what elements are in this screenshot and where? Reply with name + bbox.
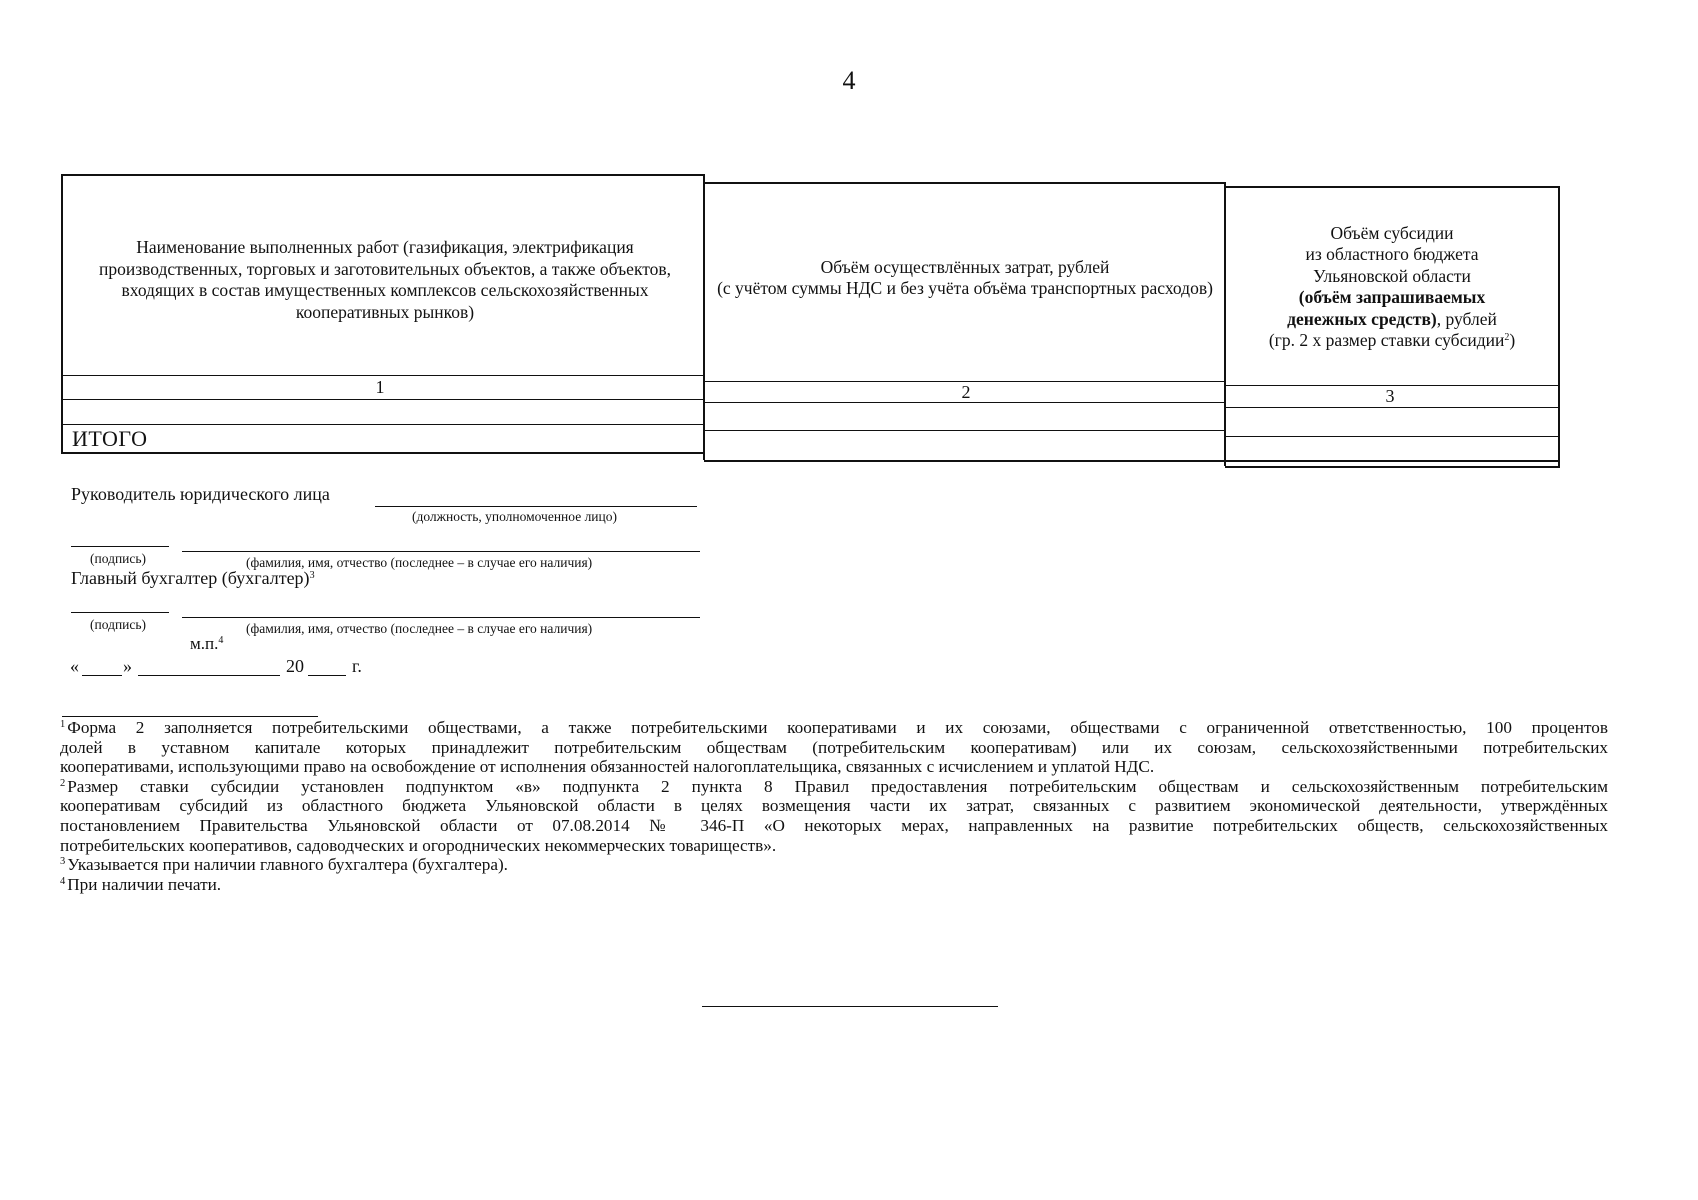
- page-number: 4: [842, 66, 856, 95]
- footnote-ref-3: 3: [309, 570, 315, 581]
- footnote-4-number: 4: [60, 875, 66, 887]
- column-number-2: 2: [961, 382, 971, 402]
- header-subsidy-formula: (гр. 2 х размер ставки субсидии$^2$): [1268, 330, 1516, 350]
- header-costs: [712, 238, 1218, 318]
- column-number-1: 1: [375, 377, 385, 397]
- footnote-separator: [62, 716, 318, 717]
- footnote-1-line-3: кооперативами, использующими право на освобождение от исполнения обязанностей налогоплательщика, связанных с исчислением и уплатой НДС.: [60, 757, 1155, 777]
- footnote-2-line-4: потребительских кооперативов, садоводческих и огороднических некоммерческих товариществ».: [60, 835, 777, 855]
- accountant-label: Главный бухгалтер (бухгалтер)$^3$: [71, 568, 315, 588]
- date-close-quote: »: [123, 656, 132, 676]
- total-label: ИТОГО: [72, 426, 148, 451]
- header-subsidy-unit: , рублей: [1436, 308, 1497, 329]
- end-rule: [702, 1006, 998, 1007]
- date-month-line[interactable]: [138, 675, 280, 676]
- accountant-fio-caption: (фамилия, имя, отчество (последнее – в случае его наличия): [246, 621, 593, 636]
- header-subsidy-line3: Ульяновской области: [1313, 265, 1471, 286]
- head-label: Руководитель юридического лица: [71, 484, 330, 504]
- footnotes: [60, 718, 1608, 894]
- footnote-2-line-2: кооперативам субсидий из областного бюджета Ульяновской области в целях возмещения части их затрат, связанных с развитием экономической деятельности, утверждённых: [60, 796, 1608, 816]
- head-signature-caption: (подпись): [90, 551, 147, 566]
- subsidy-table: [0, 0, 1698, 480]
- head-fio-line[interactable]: [182, 551, 700, 552]
- footnote-2-line-1: Размер ставки субсидии установлен подпунктом «в» подпункта 2 пункта 8 Правил предоставления потребительским обществам и сельскохозяйственным потребительским: [67, 776, 1608, 796]
- accountant-signature-caption: (подпись): [90, 617, 147, 632]
- head-position-line[interactable]: [375, 506, 697, 507]
- accountant-fio-line[interactable]: [182, 617, 700, 618]
- footnote-2-number: 2: [60, 777, 66, 789]
- header-costs-note: (с учётом суммы НДС и без учёта объёма транспортных расходов): [717, 278, 1213, 298]
- footnote-1-number: 1: [60, 719, 66, 730]
- header-subsidy-requested: (объём запрашиваемых денежных средств): [1287, 287, 1486, 329]
- footnote-1-line-2: долей в уставном капитале которых принадлежит потребительским обществам (потребительским кооперативам) или их союзам, сельскохозяйственными потребительских: [60, 737, 1608, 757]
- footnote-3-line-1: Указывается при наличии главного бухгалтера (бухгалтера).: [67, 855, 508, 875]
- footnote-1: [60, 718, 1608, 777]
- accountant-signature-line[interactable]: [71, 612, 169, 613]
- header-works-name-text: Наименование выполненных работ (газификация, электрификация производственных, торговых и заготовительных объектов, а также объектов, входящих в состав имущественных комплексов сельскохозяйственных кооперативных рынков): [98, 237, 672, 322]
- head-signature-line[interactable]: [71, 546, 169, 547]
- date-year-suffix: г.: [352, 656, 362, 676]
- head-fio-caption: (фамилия, имя, отчество (последнее – в случае его наличия): [246, 555, 593, 570]
- date-open-quote: «: [70, 656, 79, 676]
- header-subsidy-line2: из областного бюджета: [1305, 244, 1479, 264]
- footnote-2-line-3: постановлением Правительства Ульяновской области от 07.08.2014 № 346-П «О некоторых мерах, направленных на развитие потребительских обществ, сельскохозяйственных: [60, 815, 1608, 835]
- date-year-line[interactable]: [308, 675, 346, 676]
- header-costs-title: Объём осуществлённых затрат, рублей: [820, 256, 1110, 277]
- date-day-line[interactable]: [82, 675, 122, 676]
- footnote-4-line-1: При наличии печати.: [67, 874, 222, 894]
- header-works-name: [85, 220, 685, 340]
- column-number-3: 3: [1385, 386, 1395, 406]
- footnote-ref-2: 2: [1504, 332, 1510, 343]
- footnote-4: [60, 875, 1608, 895]
- header-subsidy: [1230, 220, 1554, 354]
- footnote-2: [60, 777, 1608, 855]
- stamp-label: м.п.$^4$: [190, 634, 224, 653]
- footnote-3: [60, 855, 1608, 875]
- header-subsidy-line1: Объём субсидии: [1330, 222, 1454, 243]
- footnote-1-line-1: Форма 2 заполняется потребительскими обществами, а также потребительскими кооперативами и их союзами, обществами с ограниченной ответственностью, 100 процентов: [67, 718, 1608, 737]
- head-position-caption: (должность, уполномоченное лицо): [412, 509, 617, 524]
- date-year-prefix: 20: [286, 656, 304, 676]
- footnote-3-number: 3: [60, 856, 66, 868]
- footnote-ref-4: 4: [218, 635, 224, 646]
